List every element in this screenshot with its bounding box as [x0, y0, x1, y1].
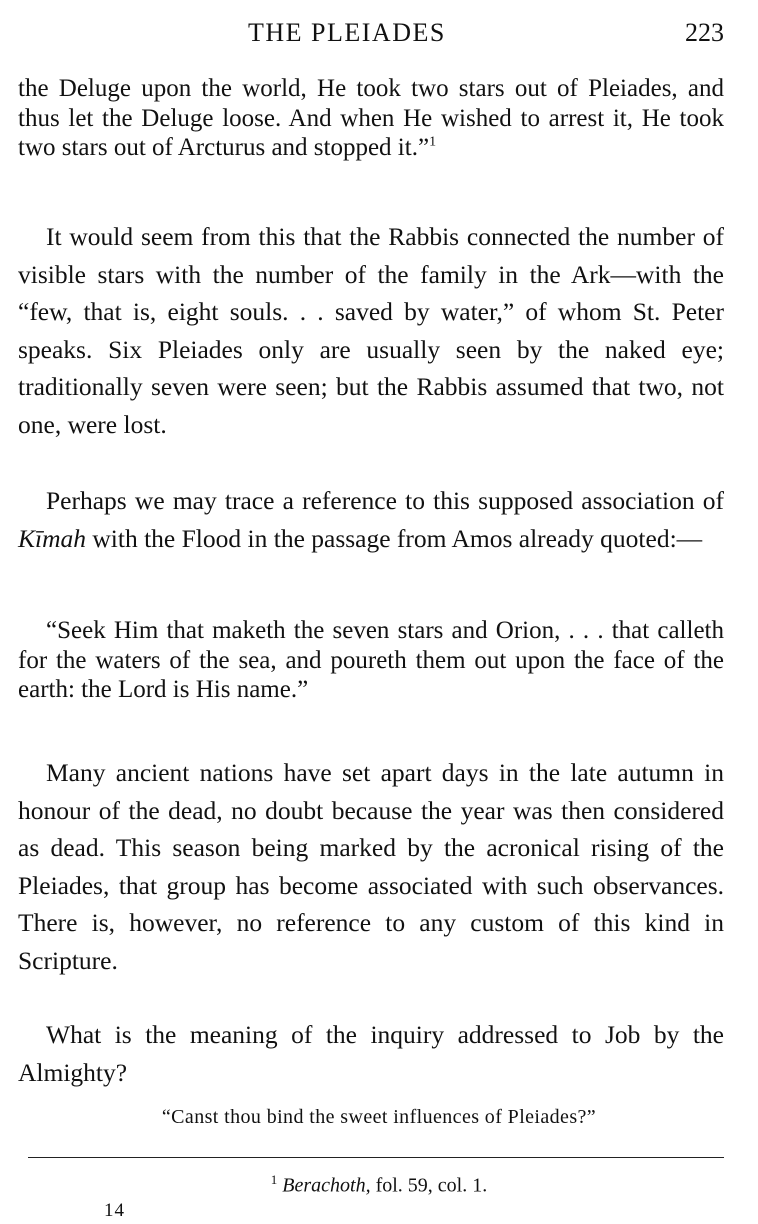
page-header: [0, 14, 758, 50]
paragraph-rabbis: It would seem from this that the Rabbis connected the number of visible stars with the number of the family in the Ark—with the “few, that is, eight souls. . . saved by water,” of whom St. Peter speaks. Six Pleiades only are usually seen by the naked eye; traditionally seven were seen; but the Rabbis assumed that two, not one, were lost.: [18, 222, 724, 439]
footnote-reference: 1: [429, 134, 437, 150]
paragraph-job-inquiry: What is the meaning of the inquiry addressed to Job by the Almighty?: [18, 1020, 724, 1087]
paragraph-kimah-after: with the Flood in the passage from Amos already quoted:—: [92, 523, 703, 553]
kimah-term: Kīmah: [18, 523, 87, 553]
footnote-mark: 1: [270, 1172, 278, 1187]
footnote: [0, 1172, 758, 1198]
footnote-detail: fol. 59, col. 1.: [375, 1174, 488, 1197]
paragraph-ancient-nations: Many ancient nations have set apart days in the late autumn in honour of the dead, no doubt because the year was then considered as dead. This season being marked by the acronical rising of the Pleiades, that group has become associated with such observances. There is, however, no reference to any custom of this kind in Scripture.: [18, 758, 724, 975]
running-title: THE PLEIADES: [248, 18, 446, 47]
amos-quotation: “Seek Him that maketh the seven stars and Orion, . . . that calleth for the waters of the sea, and poureth them out upon the face of the earth: the Lord is His name.”: [18, 617, 724, 703]
paragraph-deluge: [18, 74, 724, 163]
paragraph-deluge-text: the Deluge upon the world, He took two stars out of Pleiades, and thus let the Deluge loose. And when He wished to arrest it, He took two stars out of Arcturus and stopped it.”: [18, 75, 724, 161]
footnote-divider: [28, 1157, 724, 1158]
footnote-source: Berachoth,: [282, 1174, 371, 1197]
job-quotation: “Canst thou bind the sweet influences of Pleiades?”: [161, 1106, 597, 1128]
page-number: 223: [685, 18, 724, 47]
paragraph-kimah: [18, 482, 724, 557]
paragraph-kimah-before: Perhaps we may trace a reference to this supposed association of: [46, 486, 724, 515]
signature-mark: 14: [104, 1200, 125, 1221]
